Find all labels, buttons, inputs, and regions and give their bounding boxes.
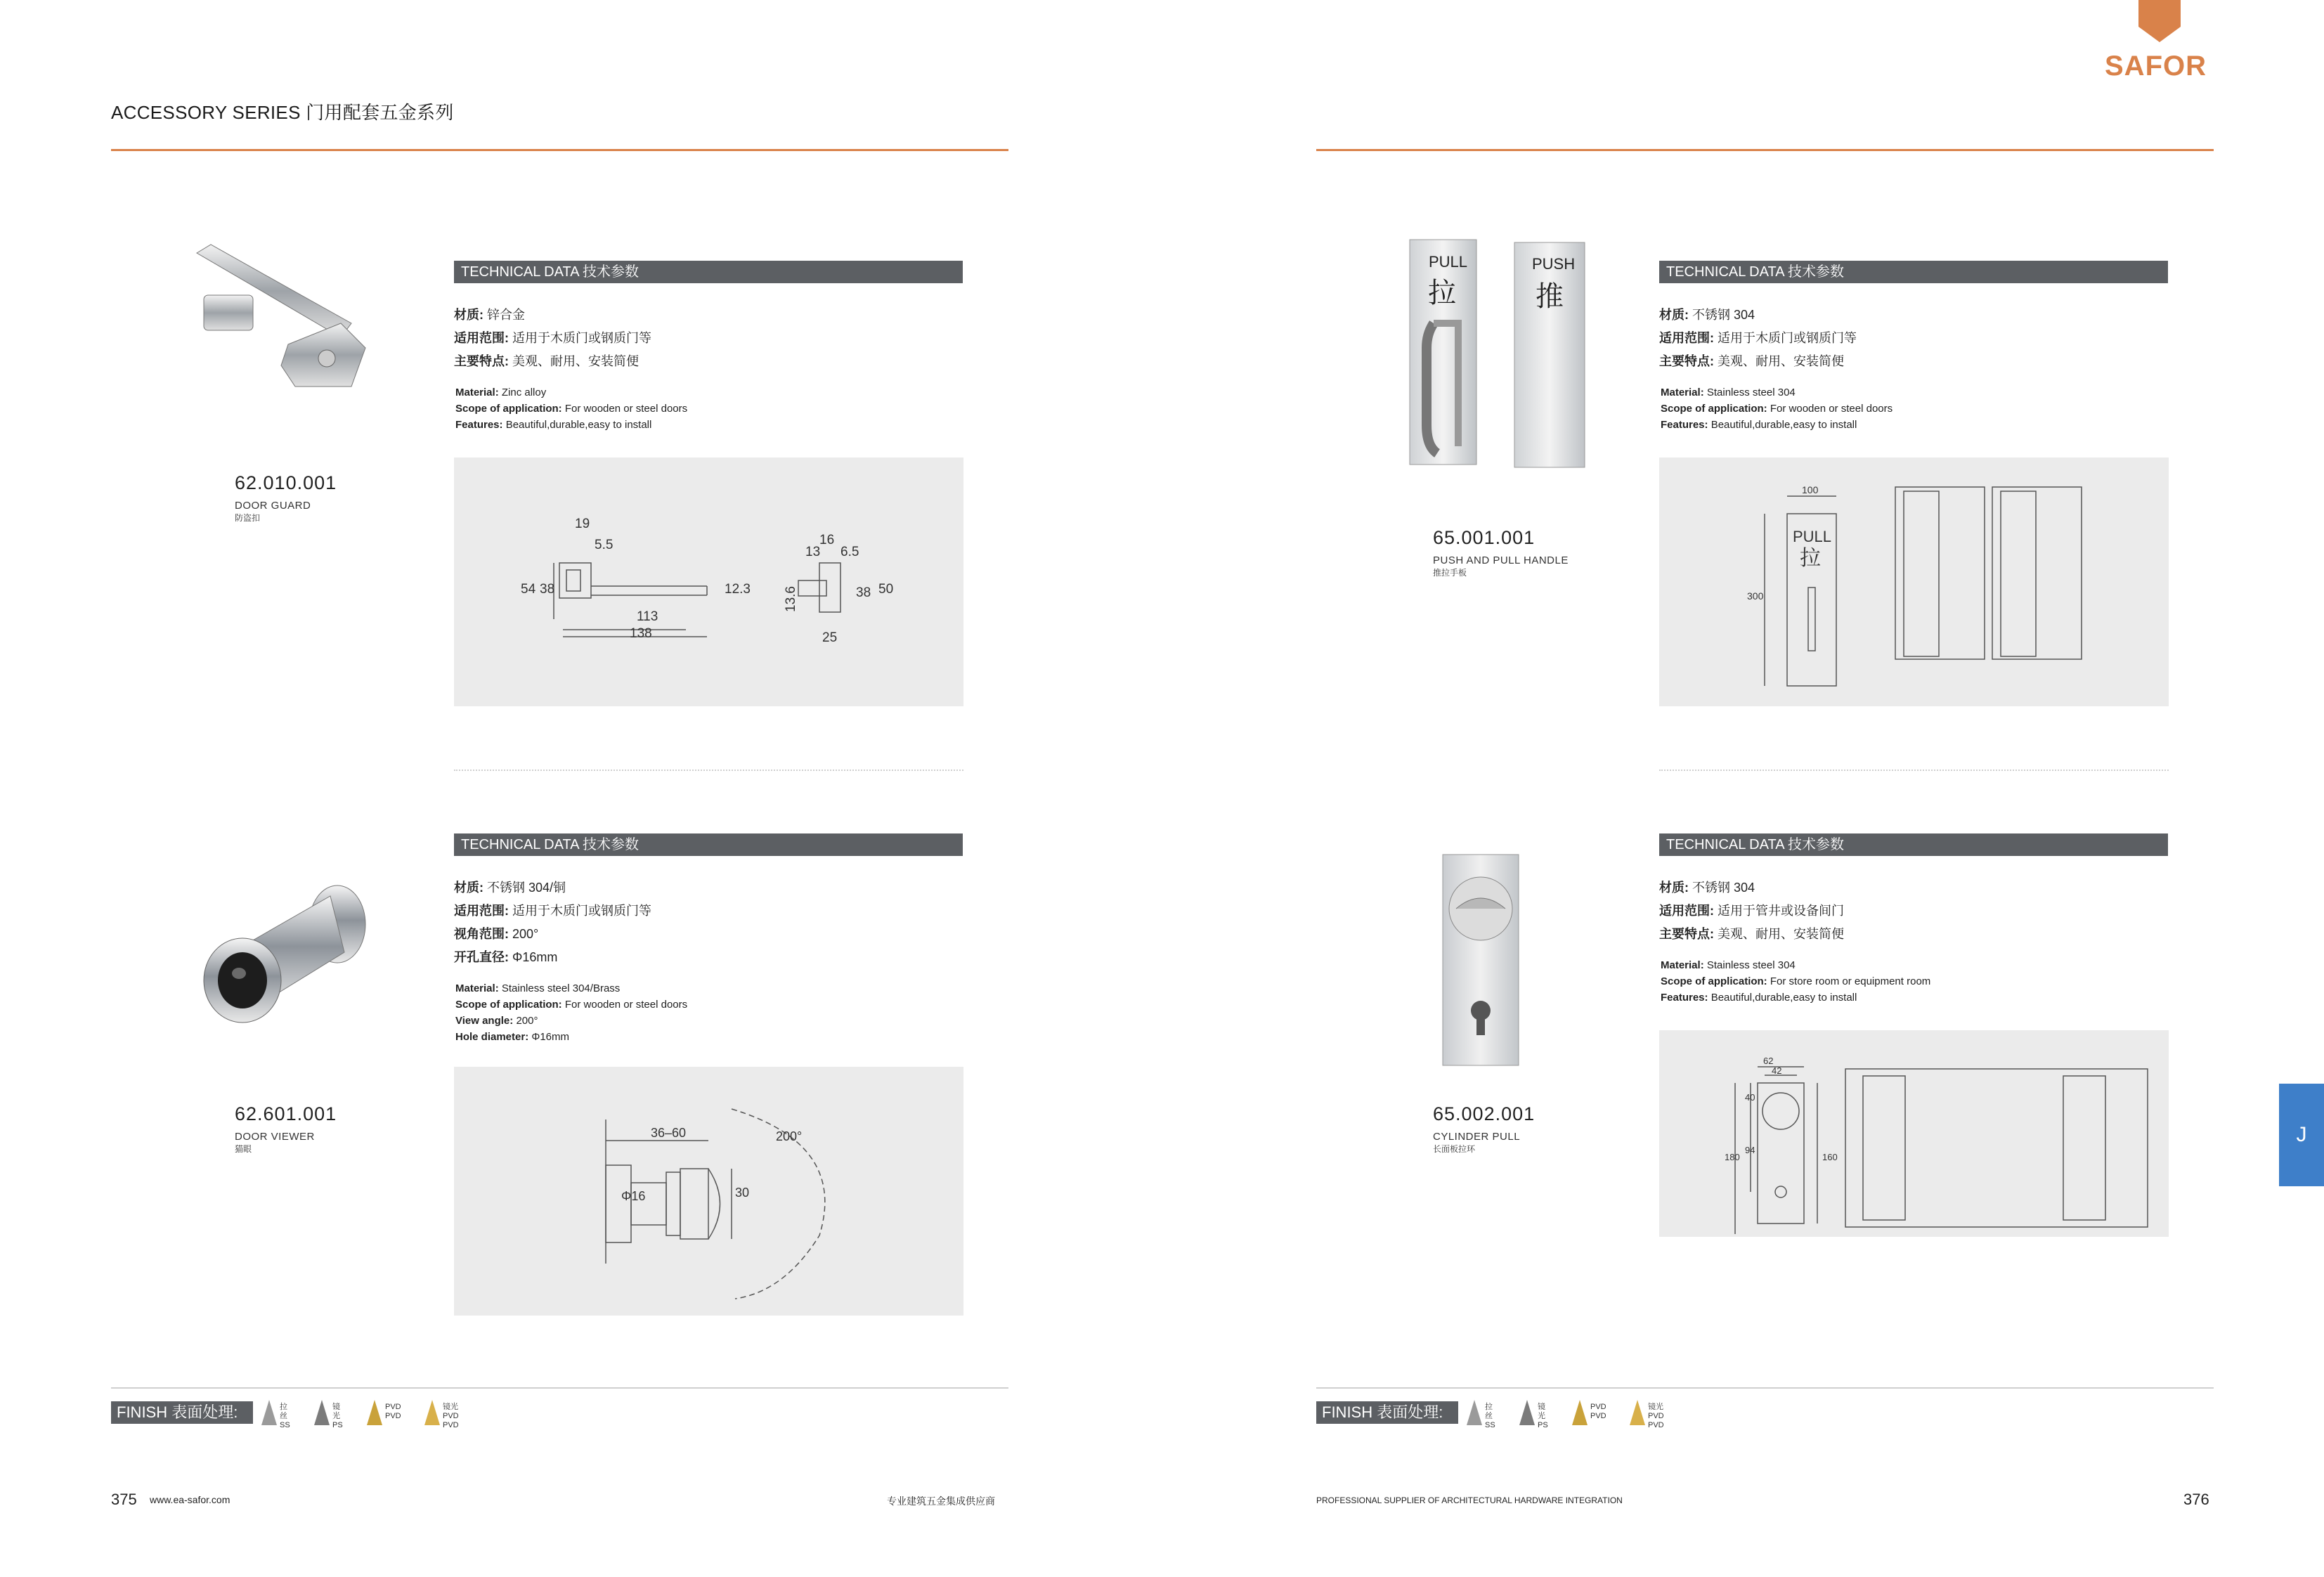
product-name: CYLINDER PULL (1433, 1131, 1521, 1143)
finish-rule-left (111, 1387, 1008, 1389)
tech-data-header: TECHNICAL DATA 技术参数 (1659, 261, 2168, 283)
dim-label: 38 (856, 585, 871, 600)
spec-row: 主要特点: 美观、耐用、安装简便 (1659, 354, 1845, 368)
dim-label: 160 (1822, 1152, 1838, 1162)
product-name-cn: 防盗扣 (235, 513, 261, 523)
push-pull-image (1406, 235, 1595, 474)
spec-row: 开孔直径: Φ16mm (454, 950, 558, 964)
footer-slogan-en: PROFESSIONAL SUPPLIER OF ARCHITECTURAL HARDWARE INTEGRATION (1316, 1495, 1623, 1505)
dim-label: 54 (521, 582, 536, 597)
push-pull-diagram (1659, 457, 2169, 706)
dim-label: 5.5 (595, 538, 614, 552)
cylinder-pull-image (1439, 852, 1523, 1070)
ss-swatch-icon (1467, 1400, 1482, 1425)
product-code: 65.002.001 (1433, 1103, 1536, 1124)
finish-item-pvd: PVD PVD (1572, 1400, 1588, 1429)
spec-row: Material: Stainless steel 304/Brass (455, 982, 621, 994)
dim-label: 50 (878, 582, 894, 597)
product-name-cn: 推拉手板 (1433, 568, 1467, 578)
product-name-cn: 猫眼 (235, 1144, 252, 1154)
dim-label: 13 (805, 545, 821, 559)
dim-label: 113 (637, 609, 658, 624)
brand-name: SAFOR (2105, 51, 2207, 82)
spec-list-cn (454, 304, 651, 373)
spec-row: Material: Stainless steel 304 (1661, 387, 1796, 398)
dim-label: 180 (1725, 1152, 1740, 1162)
door-viewer-diagram (454, 1067, 963, 1316)
dim-label: 138 (630, 626, 652, 641)
spec-row: Scope of application: For wooden or steel doors (1661, 403, 1893, 415)
pull-cn-label: 拉 (1800, 547, 1821, 570)
pull-label: PULL (1429, 253, 1468, 271)
dim-label: 25 (822, 630, 838, 645)
dim-label: 200° (776, 1129, 803, 1143)
spec-list-en (455, 384, 687, 433)
tech-data-header: TECHNICAL DATA 技术参数 (454, 261, 963, 283)
finish-label: FINISH 表面处理: (1316, 1401, 1458, 1424)
spec-row: 适用范围: 适用于木质门或钢质门等 (454, 904, 652, 918)
dim-label: 19 (575, 517, 590, 531)
spec-row: Features: Beautiful,durable,easy to install (1661, 992, 1857, 1004)
dim-label: 16 (819, 533, 835, 547)
finish-label: FINISH 表面处理: (111, 1401, 253, 1424)
tech-data-header: TECHNICAL DATA 技术参数 (454, 833, 963, 856)
spec-row: 材质: 锌合金 (454, 308, 526, 322)
product-name: DOOR GUARD (235, 500, 311, 512)
ps-pvd-swatch-icon (1630, 1400, 1645, 1425)
spec-row: Material: Zinc alloy (455, 387, 547, 398)
pull-label: PULL (1793, 528, 1832, 545)
product-code: 62.601.001 (235, 1103, 337, 1124)
finish-item-ss: 拉丝 SS (1467, 1400, 1482, 1429)
spec-row: 材质: 不锈钢 304/铜 (454, 881, 566, 895)
product-name-cn: 长面板拉环 (1433, 1144, 1476, 1154)
spec-list-en (1661, 384, 1893, 433)
dim-label: 38 (540, 582, 555, 597)
spec-row: 材质: 不锈钢 304 (1659, 881, 1755, 895)
section-divider (1659, 770, 2169, 771)
finish-item-ps: 镜光 PS (314, 1400, 330, 1429)
ps-swatch-icon (1519, 1400, 1535, 1425)
spec-row: 适用范围: 适用于管井或设备间门 (1659, 904, 1845, 918)
spec-row: 主要特点: 美观、耐用、安装简便 (1659, 927, 1845, 941)
door-guard-image (190, 239, 387, 401)
dim-label: 30 (735, 1186, 750, 1200)
ps-swatch-icon (314, 1400, 330, 1425)
header-rule-right (1316, 149, 2214, 151)
spec-row: 适用范围: 适用于木质门或钢质门等 (1659, 331, 1857, 345)
spec-list-cn (454, 876, 651, 969)
finish-item-pvd: PVD PVD (367, 1400, 382, 1429)
product-name: PUSH AND PULL HANDLE (1433, 554, 1569, 566)
finish-item-ps-pvd: 镜光PVD PVD (1630, 1400, 1645, 1429)
spec-list-cn (1659, 304, 1857, 373)
spec-row: 视角范围: 200° (454, 927, 539, 941)
product-code: 65.001.001 (1433, 527, 1536, 548)
header-rule-left (111, 149, 1008, 151)
door-viewer-image (190, 882, 372, 1044)
spec-list-en (455, 980, 687, 1045)
spec-list-en (1661, 957, 1930, 1006)
finish-item-ps-pvd: 镜光PVD PVD (424, 1400, 440, 1429)
dim-label: 40 (1745, 1092, 1755, 1103)
dim-label: 12.3 (725, 582, 751, 597)
spec-row: 主要特点: 美观、耐用、安装简便 (454, 354, 640, 368)
pvd-swatch-icon (367, 1400, 382, 1425)
ps-pvd-swatch-icon (424, 1400, 440, 1425)
dim-label: 94 (1745, 1145, 1755, 1155)
spec-row: View angle: 200° (455, 1015, 538, 1027)
dim-label: 42 (1772, 1065, 1782, 1076)
spec-row: Material: Stainless steel 304 (1661, 959, 1796, 971)
spec-row: 适用范围: 适用于木质门或钢质门等 (454, 331, 652, 345)
dim-label: Φ16 (621, 1189, 646, 1203)
pull-cn-label: 拉 (1428, 278, 1456, 309)
dim-label: 300 (1747, 590, 1764, 602)
brand-logo (2105, 0, 2207, 84)
footer-url[interactable]: www.ea-safor.com (150, 1494, 231, 1505)
cylinder-pull-diagram (1659, 1030, 2169, 1237)
tech-data-header: TECHNICAL DATA 技术参数 (1659, 833, 2168, 856)
spec-row: Features: Beautiful,durable,easy to install (455, 419, 652, 431)
pvd-swatch-icon (1572, 1400, 1588, 1425)
spec-row: Scope of application: For wooden or steel doors (455, 403, 688, 415)
section-divider (454, 770, 963, 771)
spec-row: Scope of application: For store room or equipment room (1661, 975, 1931, 987)
door-guard-diagram (454, 457, 963, 706)
product-name: DOOR VIEWER (235, 1131, 315, 1143)
spec-row: Features: Beautiful,durable,easy to install (1661, 419, 1857, 431)
page-number-left: 375 (111, 1491, 137, 1508)
footer-slogan-cn: 专业建筑五金集成供应商 (887, 1495, 995, 1507)
spec-list-cn (1659, 876, 1844, 946)
push-label: PUSH (1532, 255, 1576, 273)
spec-row: 材质: 不锈钢 304 (1659, 308, 1755, 322)
finish-swatches (261, 1400, 507, 1427)
dim-label: 13.6 (784, 586, 798, 612)
dim-label: 6.5 (840, 545, 859, 559)
dim-label: 100 (1802, 484, 1819, 495)
spec-row: Scope of application: For wooden or steel doors (455, 999, 688, 1011)
ss-swatch-icon (261, 1400, 277, 1425)
finish-rule-right (1316, 1387, 2214, 1389)
page-number-right: 376 (2183, 1491, 2209, 1508)
finish-swatches (1467, 1400, 1713, 1427)
section-tab-j[interactable]: J (2279, 1084, 2324, 1186)
spec-row: Hole diameter: Φ16mm (455, 1031, 570, 1043)
push-cn-label: 推 (1536, 281, 1564, 312)
dim-label: 36–60 (651, 1126, 687, 1140)
finish-item-ps: 镜光 PS (1519, 1400, 1535, 1429)
series-title: ACCESSORY SERIES 门用配套五金系列 (111, 102, 454, 123)
product-code: 62.010.001 (235, 472, 337, 493)
dim-label: 62 (1763, 1056, 1774, 1066)
finish-item-ss: 拉丝 SS (261, 1400, 277, 1429)
